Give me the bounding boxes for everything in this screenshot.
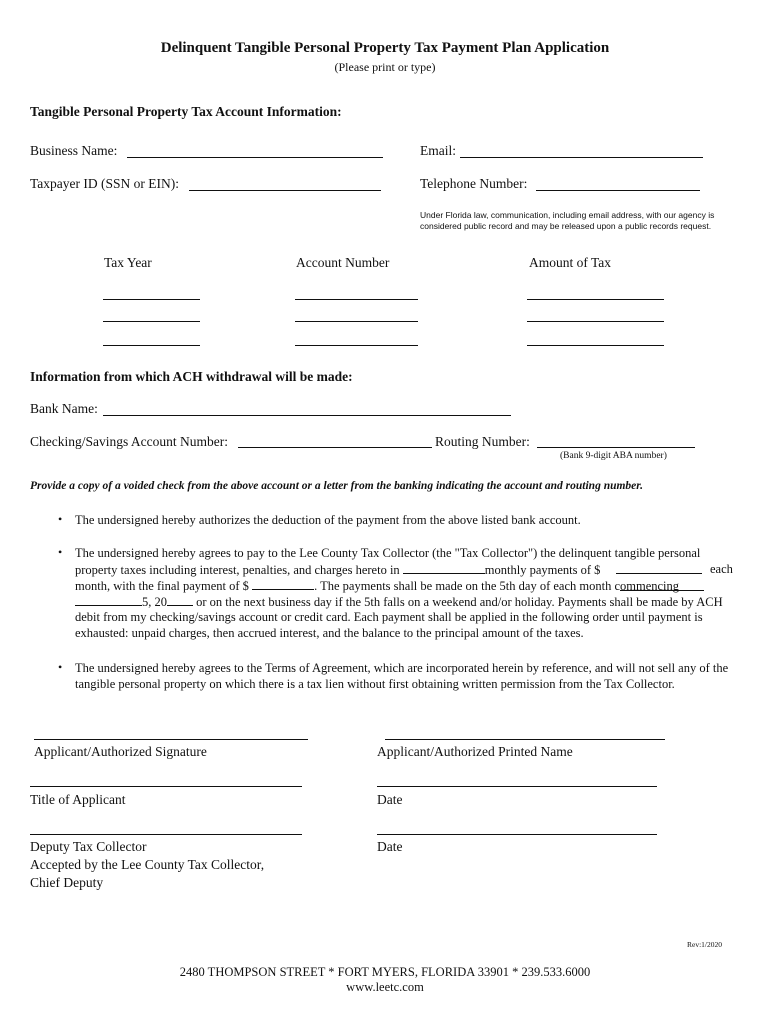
voided-check-note: Provide a copy of a voided check from the above account or a letter from the banking indicating the account and routing number. — [30, 480, 644, 492]
applicant-signature-field[interactable] — [34, 739, 308, 740]
tax-year-header: Tax Year — [104, 255, 152, 270]
title-of-applicant-label: Title of Applicant — [30, 792, 126, 807]
account-number-label: Checking/Savings Account Number: — [30, 434, 228, 449]
account-info-heading: Tangible Personal Property Tax Account Information: — [30, 104, 342, 119]
email-field[interactable] — [460, 157, 703, 158]
final-payment-amount-field[interactable] — [252, 577, 314, 590]
payment-agreement-line3-b: . The payments shall be made on the 5th day of each month commencing — [314, 579, 680, 593]
accepted-by-label: Accepted by the Lee County Tax Collector, — [30, 857, 265, 872]
date-label-2: Date — [377, 839, 403, 854]
routing-number-field[interactable] — [537, 447, 695, 448]
chief-deputy-label: Chief Deputy — [30, 875, 104, 890]
form-subtitle: (Please print or type) — [334, 60, 436, 74]
payment-agreement-line2-b: monthly payments of $ — [484, 563, 601, 577]
date-field-2[interactable] — [377, 834, 657, 835]
footer-website: www.leetc.com — [346, 980, 424, 994]
form-title: Delinquent Tangible Personal Property Tax Payment Plan Application — [160, 40, 610, 56]
tax-year-field-2[interactable] — [103, 321, 200, 322]
taxpayer-id-label: Taxpayer ID (SSN or EIN): — [30, 176, 180, 191]
date-field-1[interactable] — [377, 786, 657, 787]
payment-agreement-line2-c: each — [710, 562, 733, 576]
terms-agreement-line1: The undersigned hereby agrees to the Terms of Agreement, which are incorporated herein by reference, and will not sell any of the — [75, 661, 729, 675]
monthly-payment-amount-field[interactable] — [616, 561, 702, 574]
public-records-notice-line2: considered public record and may be released upon a public records request. — [420, 221, 712, 231]
payment-agreement-line2 — [75, 561, 702, 578]
telephone-label: Telephone Number: — [420, 176, 528, 191]
payment-agreement-line3 — [75, 577, 679, 594]
payment-agreement-line5: debit from my checking/savings account or credit card. Each payment shall be applied in the following order until payment is — [75, 610, 703, 624]
payment-agreement-line4 — [75, 593, 723, 610]
tax-year-field-3[interactable] — [103, 345, 200, 346]
payment-agreement-line1: The undersigned hereby agrees to pay to the Lee County Tax Collector (the "Tax Collector") the delinquent tangible personal — [75, 546, 701, 560]
bullet-3: • — [58, 660, 63, 674]
taxpayer-id-field[interactable] — [189, 190, 381, 191]
amount-of-tax-field-1[interactable] — [527, 299, 664, 300]
payment-agreement-line3-a: month, with the final payment of $ — [75, 579, 249, 593]
commencing-year-field[interactable] — [167, 593, 193, 606]
applicant-printed-name-field[interactable] — [385, 739, 665, 740]
bank-account-number-field[interactable] — [238, 447, 432, 448]
number-of-payments-field[interactable] — [403, 561, 485, 574]
payment-agreement-line6: exhausted: unpaid charges, then accrued interest, and the balance to the principal amount of the taxes. — [75, 626, 584, 640]
amount-of-tax-header: Amount of Tax — [529, 255, 612, 270]
bullet-2: • — [58, 545, 63, 559]
ach-heading: Information from which ACH withdrawal will be made: — [30, 369, 353, 384]
account-number-header: Account Number — [296, 255, 390, 270]
payment-agreement-line2-a: property taxes including interest, penalties, and charges hereto in — [75, 563, 400, 577]
account-number-field-3[interactable] — [295, 345, 418, 346]
date-label-1: Date — [377, 792, 403, 807]
business-name-field[interactable] — [127, 157, 383, 158]
telephone-field[interactable] — [536, 190, 700, 191]
footer-address: 2480 THOMPSON STREET * FORT MYERS, FLORIDA 33901 * 239.533.6000 — [179, 965, 591, 979]
amount-of-tax-field-2[interactable] — [527, 321, 664, 322]
authorization-paragraph: The undersigned hereby authorizes the deduction of the payment from the above listed bank account. — [75, 513, 581, 527]
commencing-date-field[interactable] — [75, 593, 142, 606]
deputy-tax-collector-field[interactable] — [30, 834, 302, 835]
bullet-1: • — [58, 512, 63, 526]
routing-number-note: (Bank 9-digit ABA number) — [560, 451, 667, 461]
title-of-applicant-field[interactable] — [30, 786, 302, 787]
applicant-printed-name-label: Applicant/Authorized Printed Name — [377, 744, 573, 759]
tax-year-field-1[interactable] — [103, 299, 200, 300]
routing-number-label: Routing Number: — [435, 434, 530, 449]
deputy-tax-collector-label: Deputy Tax Collector — [30, 839, 147, 854]
revision-code: Rev:1/2020 — [687, 940, 722, 949]
account-number-field-1[interactable] — [295, 299, 418, 300]
bank-name-label: Bank Name: — [30, 401, 98, 416]
applicant-signature-label: Applicant/Authorized Signature — [34, 744, 207, 759]
email-label: Email: — [420, 143, 456, 158]
amount-of-tax-field-3[interactable] — [527, 345, 664, 346]
payment-agreement-line4-b: or on the next business day if the 5th falls on a weekend and/or holiday. Payments shall be made by ACH — [196, 595, 723, 609]
account-number-field-2[interactable] — [295, 321, 418, 322]
business-name-label: Business Name: — [30, 143, 118, 158]
commencing-month-field[interactable] — [620, 590, 704, 591]
payment-agreement-line4-a: 5, 20 — [142, 595, 167, 609]
public-records-notice-line1: Under Florida law, communication, including email address, with our agency is — [420, 210, 715, 220]
terms-agreement-line2: tangible personal property on which there is a tax lien without first obtaining written permission from the Tax Collector. — [75, 677, 675, 691]
bank-name-field[interactable] — [103, 415, 511, 416]
